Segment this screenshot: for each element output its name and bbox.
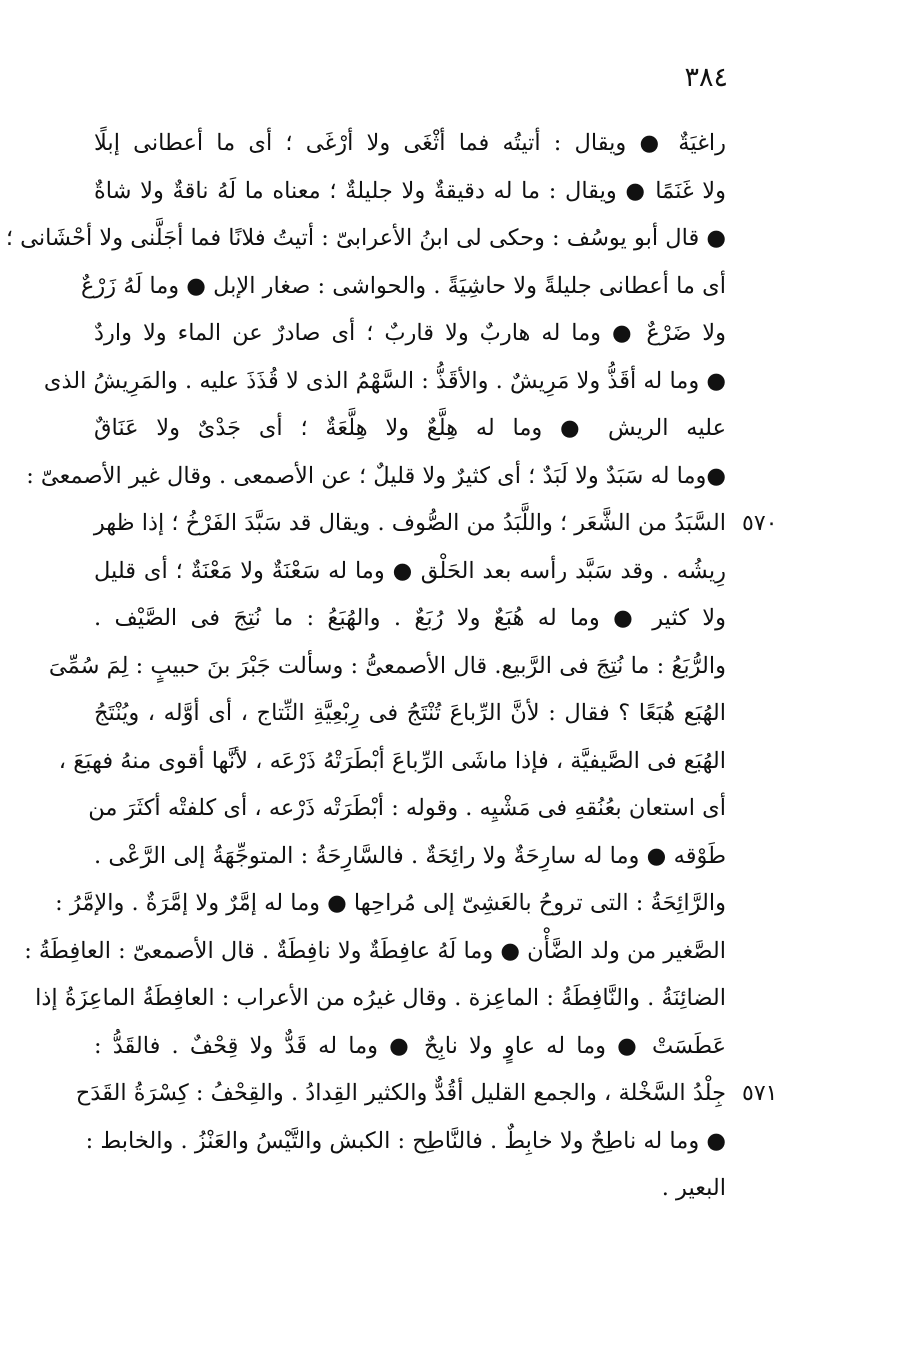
text-line: الهُبَع فى الصَّيفيَّة ، فإذا ماشَى الرِّباعَ أبْطَرَتْهُ ذَرْعَه ، لأنَّها أقوى منهُ فهبَعَ ، bbox=[58, 747, 726, 774]
page-number: ٣٨٤ bbox=[684, 62, 728, 93]
margin-section-number: ٥٧٠ bbox=[742, 511, 778, 536]
text-line: الهُبَع هُبَعًا ؟ فقال : لأنَّ الرِّباعَ تُنْتَجُ فى رِبْعِيَّةِ النِّتاج ، أى أوَّله ، ويُنْتَجُ bbox=[94, 700, 726, 726]
text-line: عَطَسَتْ ● وما له عاوٍ ولا نابِحٌ ● وما له قَدٌّ ولا قِحْفٌ . فالقَدُّ : bbox=[94, 1032, 726, 1059]
text-line: ● وما له ناطِحٌ ولا خابِطٌ . فالنَّاطِح : الكبش والتَّيْسُ والعَنْزُ . والخابط : bbox=[85, 1127, 726, 1154]
text-line: جِلْدُ السَّخْلة ، والجمع القليل أقُدٌّ والكثير القِدادُ . والقِحْفُ : كِسْرَةُ القَدَح bbox=[75, 1080, 726, 1106]
margin-section-number: ٥٧١ bbox=[742, 1081, 778, 1106]
text-line: والرُّبَعُ : ما نُتِجَ فى الرَّبيع. قال الأصمعىُّ : وسألت جَبْرَ بنَ حبيبٍ : لِمَ سُمِّىَ bbox=[48, 652, 726, 679]
text-line: ● قال أبو يوسُف : وحكى لى ابنُ الأعرابىّ : أتيتُ فلانًا فما أجَلَّنى ولا أحْشَانى ؛ bbox=[5, 225, 726, 251]
text-line: ولا كثير ● وما له هُبَعٌ ولا رُبَعٌ . والهُبَعُ : ما نُتِجَ فى الصَّيْف . bbox=[94, 605, 726, 631]
text-line: طَوْقه ● وما له سارِحَةٌ ولا رائِحَةٌ . فالسَّارِحَةُ : المتوجِّهَةُ إلى الرَّعْى . bbox=[94, 842, 726, 869]
text-line: ●وما له سَبَدٌ ولا لَبَدٌ ؛ أى كثيرٌ ولا قليلٌ ؛ عن الأصمعى . وقال غير الأصمعىّ : bbox=[26, 462, 726, 489]
text-line: الضائِنَةُ . والنَّافِطَةُ : الماعِزة . وقال غيرُه من الأعراب : العافِطَةُ الماعِزَةُ إذا bbox=[35, 985, 726, 1011]
text-line: البعير . bbox=[661, 1175, 726, 1201]
text-line: ولا غَنَمًا ● ويقال : ما له دقيقةٌ ولا جليلةٌ ؛ معناه ما لَهُ ناقةٌ ولا شاةٌ bbox=[94, 177, 726, 204]
text-line: ولا ضَرْعٌ ● وما له هاربٌ ولا قاربٌ ؛ أى صادرٌ عن الماء ولا واردٌ bbox=[94, 320, 726, 346]
text-line: السَّبَدُ من الشَّعَر ؛ واللَّبَدُ من الصُّوف . ويقال قد سَبَّدَ الفَرْخُ ؛ إذا ظهر bbox=[93, 510, 726, 536]
text-line: أى ما أعطانى جليلةً ولا حاشِيَةً . والحواشى : صغار الإبل ● وما لَهُ زَرْعٌ bbox=[81, 272, 726, 299]
text-line: أى استعان بعُنُقهِ فى مَشْيِه . وقوله : أبْطَرَتْه ذَرْعه ، أى كلفتْه أكثَرَ من bbox=[88, 795, 726, 821]
text-line: والرَّائِحَةُ : التى تروحُ بالعَشِىّ إلى مُراحِها ● وما له إمَّرٌ ولا إمَّرَةٌ . والإمَّرُ : bbox=[55, 890, 726, 916]
text-line: ● وما له أقَذُّ ولا مَرِيشٌ . والأقَذُّ : السَّهْمُ الذى لا قُذَذَ عليه . والمَرِيشُ الذى bbox=[43, 367, 726, 394]
text-line: راغيَةٌ ● ويقال : أتيتُه فما أثْغَى ولا أرْغَى ؛ أى ما أعطانى إبلًا bbox=[94, 130, 727, 156]
text-line: رِيشُه . وقد سَبَّد رأسه بعد الحَلْق ● وما له سَعْنَةٌ ولا مَعْنَةٌ ؛ أى قليل bbox=[94, 557, 726, 584]
text-line: عليه الريش ● وما له هِلَّعٌ ولا هِلَّعَةٌ ؛ أى جَدْىٌ ولا عَنَاقٌ bbox=[94, 415, 726, 441]
text-line: الصَّغير من ولد الضَّأْن ● وما لَهُ عافِطَةٌ ولا نافِطَةٌ . قال الأصمعىّ : العافِطَةُ : bbox=[24, 937, 726, 964]
body-text bbox=[5, 120, 727, 1213]
